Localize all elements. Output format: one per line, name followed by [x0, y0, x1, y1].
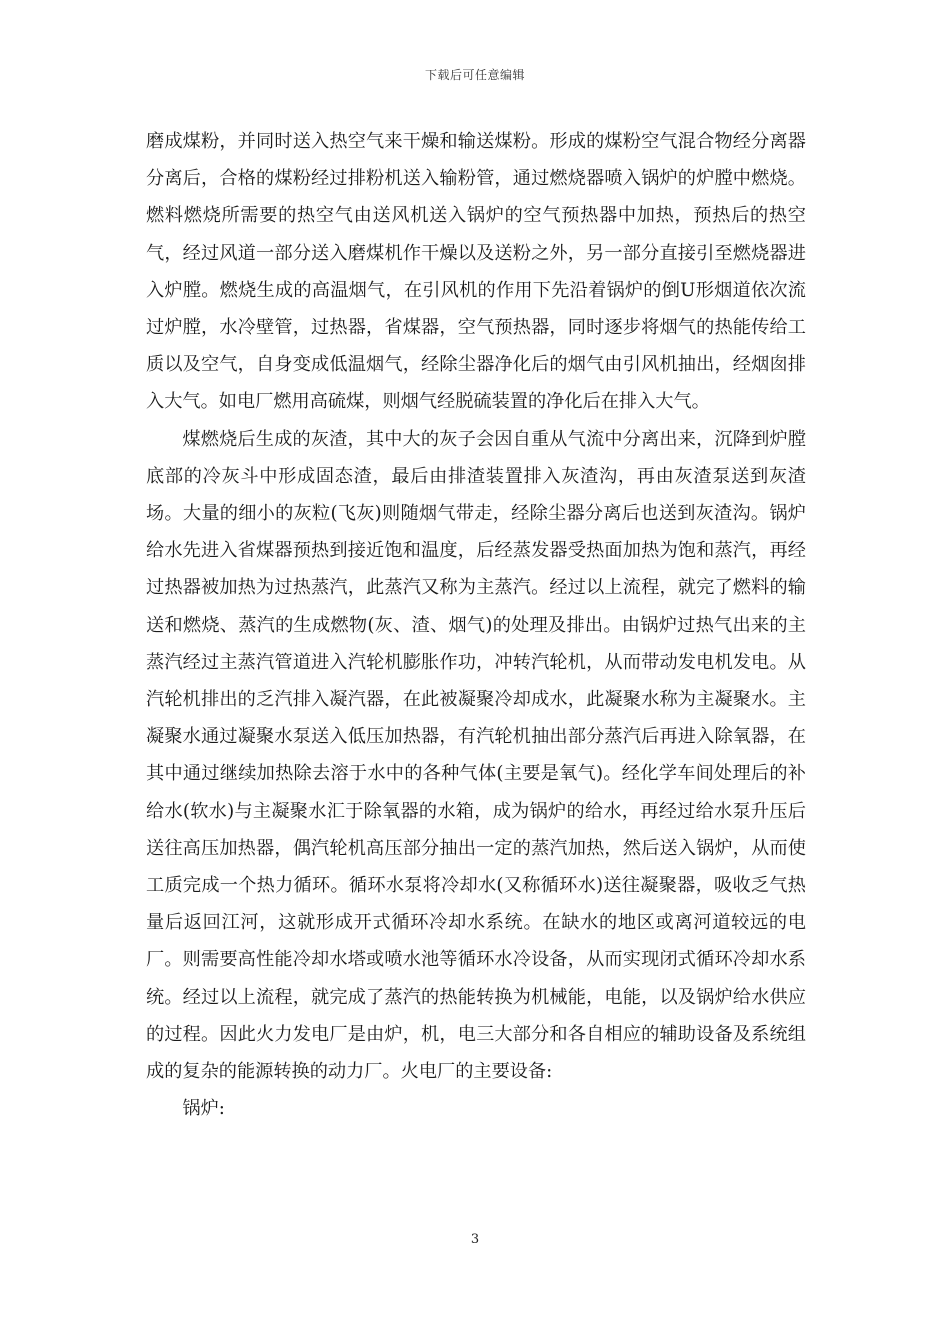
paragraph-ash-and-steam-cycle: 煤燃烧后生成的灰渣，其中大的灰子会因自重从气流中分离出来，沉降到炉膛底部的冷灰斗中形成固态渣，最后由排渣装置排入灰渣沟，再由灰渣泵送到灰渣场。大量的细小的灰粒(飞灰)则随烟气带走，经除尘器分离后也送到灰渣沟。锅炉给水先进入省煤器预热到接近饱和温度，后经蒸发器受热面加热为饱和蒸汽，再经过热器被加热为过热蒸汽，此蒸汽又称为主蒸汽。经过以上流程，就完了燃料的输送和燃烧、蒸汽的生成燃物(灰、渣、烟气)的处理及排出。由锅炉过热气出来的主蒸汽经过主蒸汽管道进入汽轮机膨胀作功，冲转汽轮机，从而带动发电机发电。从汽轮机排出的乏汽排入凝汽器，在此被凝聚冷却成水，此凝聚水称为主凝聚水。主凝聚水通过凝聚水泵送入低压加热器，有汽轮机抽出部分蒸汽后再进入除氧器，在其中通过继续加热除去溶于水中的各种气体(主要是氧气)。经化学车间处理后的补给水(软水)与主凝聚水汇于除氧器的水箱，成为锅炉的给水，再经过给水泵升压后送往高压加热器，偶汽轮机高压部分抽出一定的蒸汽加热，然后送入锅炉，从而使工质完成一个热力循环。循环水泵将冷却水(又称循环水)送往凝聚器，吸收乏气热量后返回江河，这就形成开式循环冷却水系统。在缺水的地区或离河道较远的电厂。则需要高性能冷却水塔或喷水池等循环水冷设备，从而实现闭式循环冷却水系统。经过以上流程，就完成了蒸汽的热能转换为机械能，电能，以及锅炉给水供应的过程。因此火力发电厂是由炉，机，电三大部分和各自相应的辅助设备及系统组成的复杂的能源转换的动力厂。火电厂的主要设备: — [146, 428, 806, 1083]
document-body — [146, 123, 806, 1127]
paragraph-continued: 磨成煤粉，并同时送入热空气来干燥和输送煤粉。形成的煤粉空气混合物经分离器分离后，合格的煤粉经过排粉机送入输粉管，通过燃烧器喷入锅炉的炉膛中燃烧。燃料燃烧所需要的热空气由送风机送入锅炉的空气预热器中加热，预热后的热空气，经过风道一部分送入磨煤机作干燥以及送粉之外，另一部分直接引至燃烧器进入炉膛。燃烧生成的高温烟气，在引风机的作用下先沿着锅炉的倒U形烟道依次流过炉膛，水冷壁管，过热器，省煤器，空气预热器，同时逐步将烟气的热能传给工质以及空气，自身变成低温烟气，经除尘器净化后的烟气由引风机抽出，经烟囱排入大气。如电厂燃用高硫煤，则烟气经脱硫装置的净化后在排入大气。 — [146, 131, 806, 413]
page-number: 3 — [470, 1232, 480, 1247]
page-header: 下载后可任意编辑 — [424, 68, 525, 82]
section-label-boiler: 锅炉: — [182, 1098, 225, 1120]
